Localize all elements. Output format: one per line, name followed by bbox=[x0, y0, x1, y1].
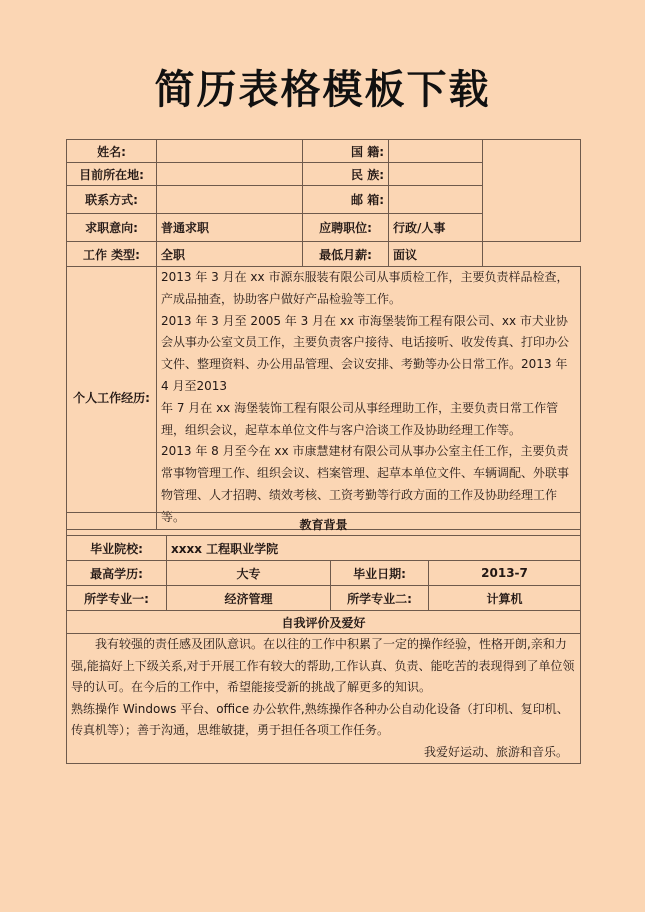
location-label: 目前所在地: bbox=[67, 163, 157, 186]
location-value[interactable] bbox=[157, 163, 303, 186]
experience-paragraph: 2013 年 3 月在 xx 市源东服装有限公司从事质检工作，主要负责样品检查，产成品抽查，协助客户做好产品检验等工作。 bbox=[161, 270, 569, 306]
self-eval-paragraph: 熟练操作 Windows 平台、office 办公软件,熟练操作各种办公自动化设备（打印机、复印机、传真机等）；善于沟通，思维敏捷，勇于担任各项工作任务。 bbox=[71, 701, 569, 737]
grad-date-value[interactable]: 2013-7 bbox=[429, 561, 581, 586]
salary-value[interactable]: 面议 bbox=[389, 242, 483, 267]
intention-label: 求职意向: bbox=[67, 214, 157, 242]
education-section-title: 教育背景 bbox=[67, 513, 581, 536]
experience-label: 个人工作经历: bbox=[67, 267, 157, 530]
ethnicity-value[interactable] bbox=[389, 163, 483, 186]
experience-content[interactable] bbox=[157, 267, 581, 530]
photo-box[interactable] bbox=[483, 140, 581, 242]
self-eval-section-title: 自我评价及爱好 bbox=[67, 611, 581, 634]
degree-value[interactable]: 大专 bbox=[167, 561, 331, 586]
grad-date-label: 毕业日期: bbox=[331, 561, 429, 586]
nationality-value[interactable] bbox=[389, 140, 483, 163]
intention-value[interactable]: 普通求职 bbox=[157, 214, 303, 242]
email-label: 邮 箱: bbox=[303, 186, 389, 214]
empty-cell bbox=[483, 242, 581, 267]
major1-value[interactable]: 经济管理 bbox=[167, 586, 331, 611]
degree-label: 最高学历: bbox=[67, 561, 167, 586]
major2-label: 所学专业二: bbox=[331, 586, 429, 611]
self-eval-content[interactable] bbox=[67, 634, 581, 764]
position-label: 应聘职位: bbox=[303, 214, 389, 242]
experience-paragraph: 2013 年 8 月至今在 xx 市康慧建材有限公司从事办公室主任工作，主要负责常事物管理工作、组织会议、档案管理、起草本单位文件、车辆调配、外联事物管理、人才招聘、绩效考核、工资考勤等行政方面的工作及协助经理工作等。 bbox=[161, 444, 570, 524]
self-eval-paragraph: 我有较强的责任感及团队意识。在以往的工作中积累了一定的操作经验，性格开朗,亲和力强,能搞好上下级关系,对于开展工作有较大的帮助,工作认真、负责、能吃苦的表现得到了单位领导的认可。在今后的工作中，希望能接受新的挑战了解更多的知识。 bbox=[71, 637, 575, 694]
contact-label: 联系方式: bbox=[67, 186, 157, 214]
self-eval-paragraph: 我爱好运动、旅游和音乐。 bbox=[424, 744, 569, 759]
basic-info-table bbox=[66, 139, 581, 530]
school-label: 毕业院校: bbox=[67, 536, 167, 561]
jobtype-value[interactable]: 全职 bbox=[157, 242, 303, 267]
experience-paragraph: 2013 年 3 月至 2005 年 3 月在 xx 市海堡装饰工程有限公司、xx 市犬业协会从事办公室文员工作，主要负责客户接待、电话接听、收发传真、打印办公文件、整理资料、办公用品管理、会议安排、考勤等办公日常工作。2013 年 4 月至2013 bbox=[161, 313, 570, 393]
major1-label: 所学专业一: bbox=[67, 586, 167, 611]
nationality-label: 国 籍: bbox=[303, 140, 389, 163]
major2-value[interactable]: 计算机 bbox=[429, 586, 581, 611]
school-value[interactable]: xxxx 工程职业学院 bbox=[167, 536, 581, 561]
page-title: 简历表格模板下载 bbox=[154, 67, 491, 113]
contact-value[interactable] bbox=[157, 186, 303, 214]
name-value[interactable] bbox=[157, 140, 303, 163]
jobtype-label: 工作 类型: bbox=[67, 242, 157, 267]
position-value[interactable]: 行政/人事 bbox=[389, 214, 483, 242]
salary-label: 最低月薪: bbox=[303, 242, 389, 267]
education-table bbox=[66, 512, 581, 764]
ethnicity-label: 民 族: bbox=[303, 163, 389, 186]
experience-paragraph: 年 7 月在 xx 海堡装饰工程有限公司从事经理助工作，主要负责日常工作管理，组织会议，起草本单位文件与客户洽谈工作及协助经理工作等。 bbox=[161, 400, 559, 437]
email-value[interactable] bbox=[389, 186, 483, 214]
name-label: 姓名: bbox=[67, 140, 157, 163]
